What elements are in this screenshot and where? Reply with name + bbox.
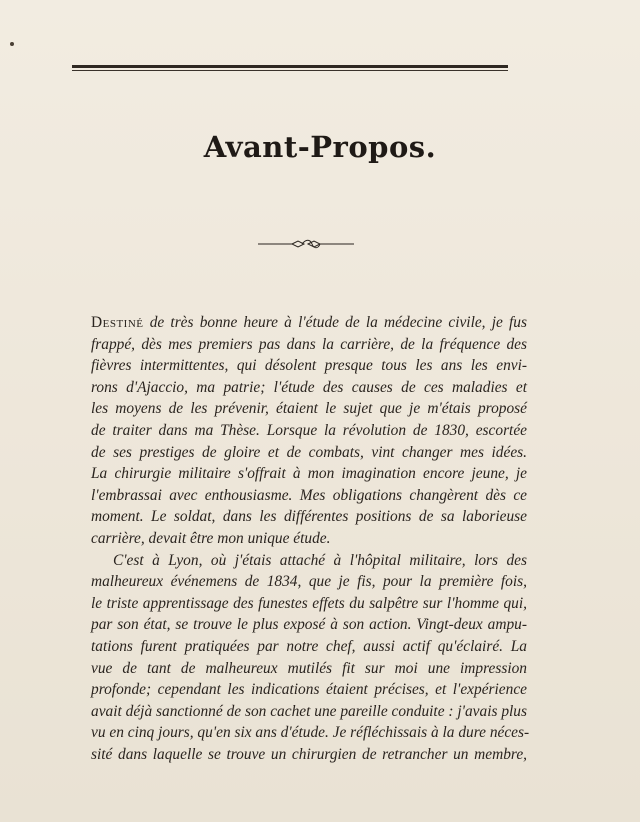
- body-text: [91, 312, 530, 765]
- text-line: sité dans laquelle se trouve un chirurgien de retrancher un membre,: [91, 745, 527, 763]
- text-line: frappé, dès mes premiers pas dans la carrière, de la fréquence des: [91, 335, 527, 353]
- text-line: malheureux événemens de 1834, que je fis, pour la première fois,: [91, 573, 527, 591]
- title-ornament: [258, 238, 354, 250]
- text-line: vu en cinq jours, qu'en six ans d'étude. Je réfléchissais à la dure néces-: [91, 724, 530, 742]
- text-line: par son état, se trouve le plus exposé à son action. Vingt-deux ampu-: [91, 616, 527, 634]
- text-line: carrière, devait être mon unique étude.: [91, 529, 331, 547]
- text-line: C'est à Lyon, où j'étais attaché à l'hôpital militaire, lors des: [113, 551, 527, 569]
- header-rule-thick: [72, 65, 508, 68]
- text-line: l'embrassai avec enthousiasme. Mes obligations changèrent dès ce: [91, 486, 527, 504]
- text-line: vue de tant de malheureux mutilés fit sur moi une impression: [91, 659, 527, 677]
- text-line: fièvres intermittentes, qui désolent presque tous les ans les envi-: [91, 357, 527, 375]
- text-line: les moyens de les prévenir, étaient le sujet que je m'étais proposé: [91, 400, 527, 418]
- page-title: Avant-Propos.: [203, 130, 437, 164]
- header-double-rule: [72, 63, 508, 73]
- text-line: de traiter dans ma Thèse. Lorsque la révolution de 1830, escortée: [91, 421, 527, 439]
- text-line: profonde; cependant les indications étaient précises, et l'expérience: [91, 681, 527, 699]
- text-line: moment. Le soldat, dans les différentes positions de sa laborieuse: [91, 508, 527, 526]
- text-line: La chirurgie militaire s'offrait à mon imagination encore jeune, je: [91, 465, 527, 483]
- text-line: de ses prestiges de gloire et de combats, vint changer mes idées.: [91, 443, 527, 461]
- ink-speck: [10, 42, 14, 46]
- text-line: tations furent pratiquées par notre chef, aussi actif qu'éclairé. La: [91, 637, 527, 655]
- lead-word: Destiné: [91, 314, 144, 331]
- text-line: avait déjà sanctionné de son cachet une pareille conduite : j'avais plus: [91, 702, 527, 720]
- text-line: rons d'Ajaccio, ma patrie; l'étude des causes de ces maladies et: [91, 378, 527, 396]
- header-rule-thin: [72, 70, 508, 71]
- text-line: Destiné de très bonne heure à l'étude de la médecine civile, je fus: [91, 314, 527, 331]
- text-line: le triste apprentissage des funestes effets du salpêtre sur l'homme qui,: [91, 594, 527, 612]
